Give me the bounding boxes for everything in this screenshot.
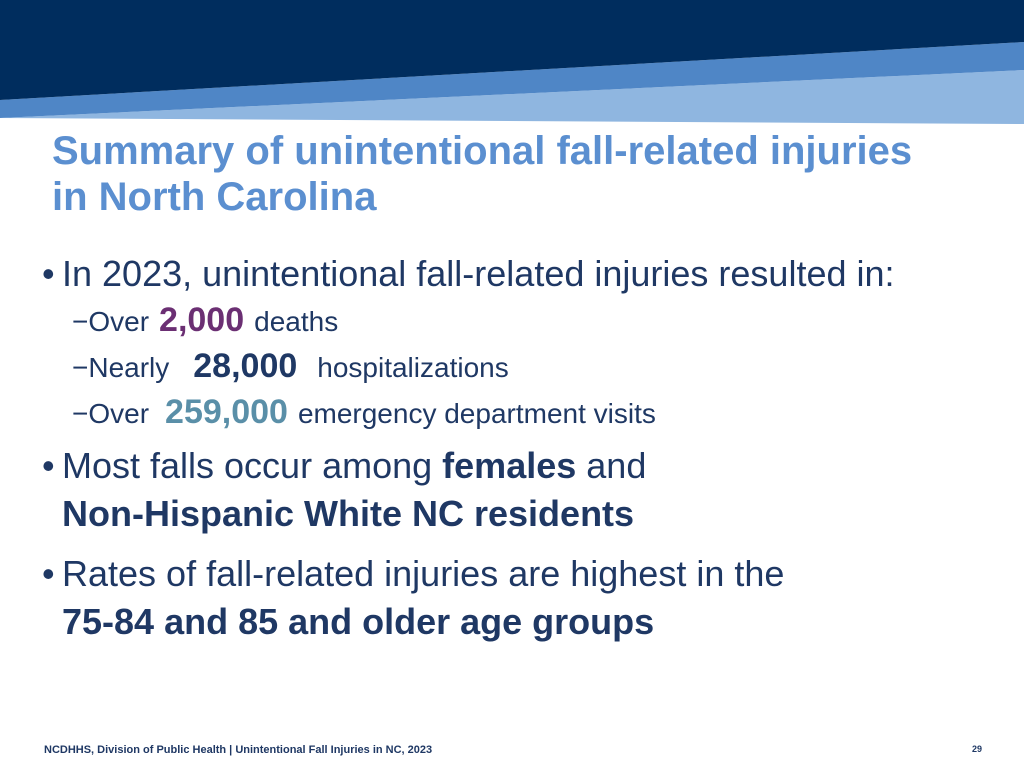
bullet-1-text: In 2023, unintentional fall-related injuries resulted in: (62, 253, 895, 294)
header-banner (0, 0, 1024, 130)
bullet-dot: • (42, 445, 55, 486)
bullet-2-text-mid: and (586, 445, 647, 486)
bullet-injury-outcomes (30, 250, 1010, 298)
footer-source: NCDHHS, Division of Public Health | Unintentional Fall Injuries in NC, 2023 (44, 744, 433, 756)
sub-prefix: −Over (72, 398, 150, 429)
bullet-dot: • (42, 553, 55, 594)
slide-title: Summary of unintentional fall-related injuries in North Carolina (52, 129, 913, 219)
sub-prefix: −Over (72, 306, 150, 337)
page-number: 29 (972, 744, 983, 754)
sub-item-hospitalizations (72, 344, 1010, 390)
deaths-number: 2,000 (159, 301, 245, 339)
bullet-2-bold-residents: Non-Hispanic White NC residents (62, 493, 635, 534)
bullet-3-bold-age-groups: 75-84 and 85 and older age groups (62, 601, 655, 642)
slide-content (30, 250, 1010, 646)
sub-suffix: deaths (254, 306, 339, 337)
sub-suffix: hospitalizations (317, 352, 509, 383)
sub-item-emergency-visits (72, 390, 1010, 436)
sub-item-deaths (72, 298, 1010, 344)
bullet-age-groups (30, 550, 1010, 646)
sub-prefix: −Nearly (72, 352, 170, 383)
bullet-2-text-before: Most falls occur among (62, 445, 433, 486)
sub-suffix: emergency department visits (297, 398, 656, 429)
bullet-2-bold-females: females (442, 445, 577, 486)
bullet-demographics (30, 442, 1010, 538)
bullet-dot: • (42, 253, 55, 294)
emergency-visits-number: 259,000 (165, 393, 288, 431)
injury-outcome-list (30, 298, 1010, 436)
bullet-3-text: Rates of fall-related injuries are highest in the (62, 553, 785, 594)
hospitalizations-number: 28,000 (193, 347, 298, 385)
